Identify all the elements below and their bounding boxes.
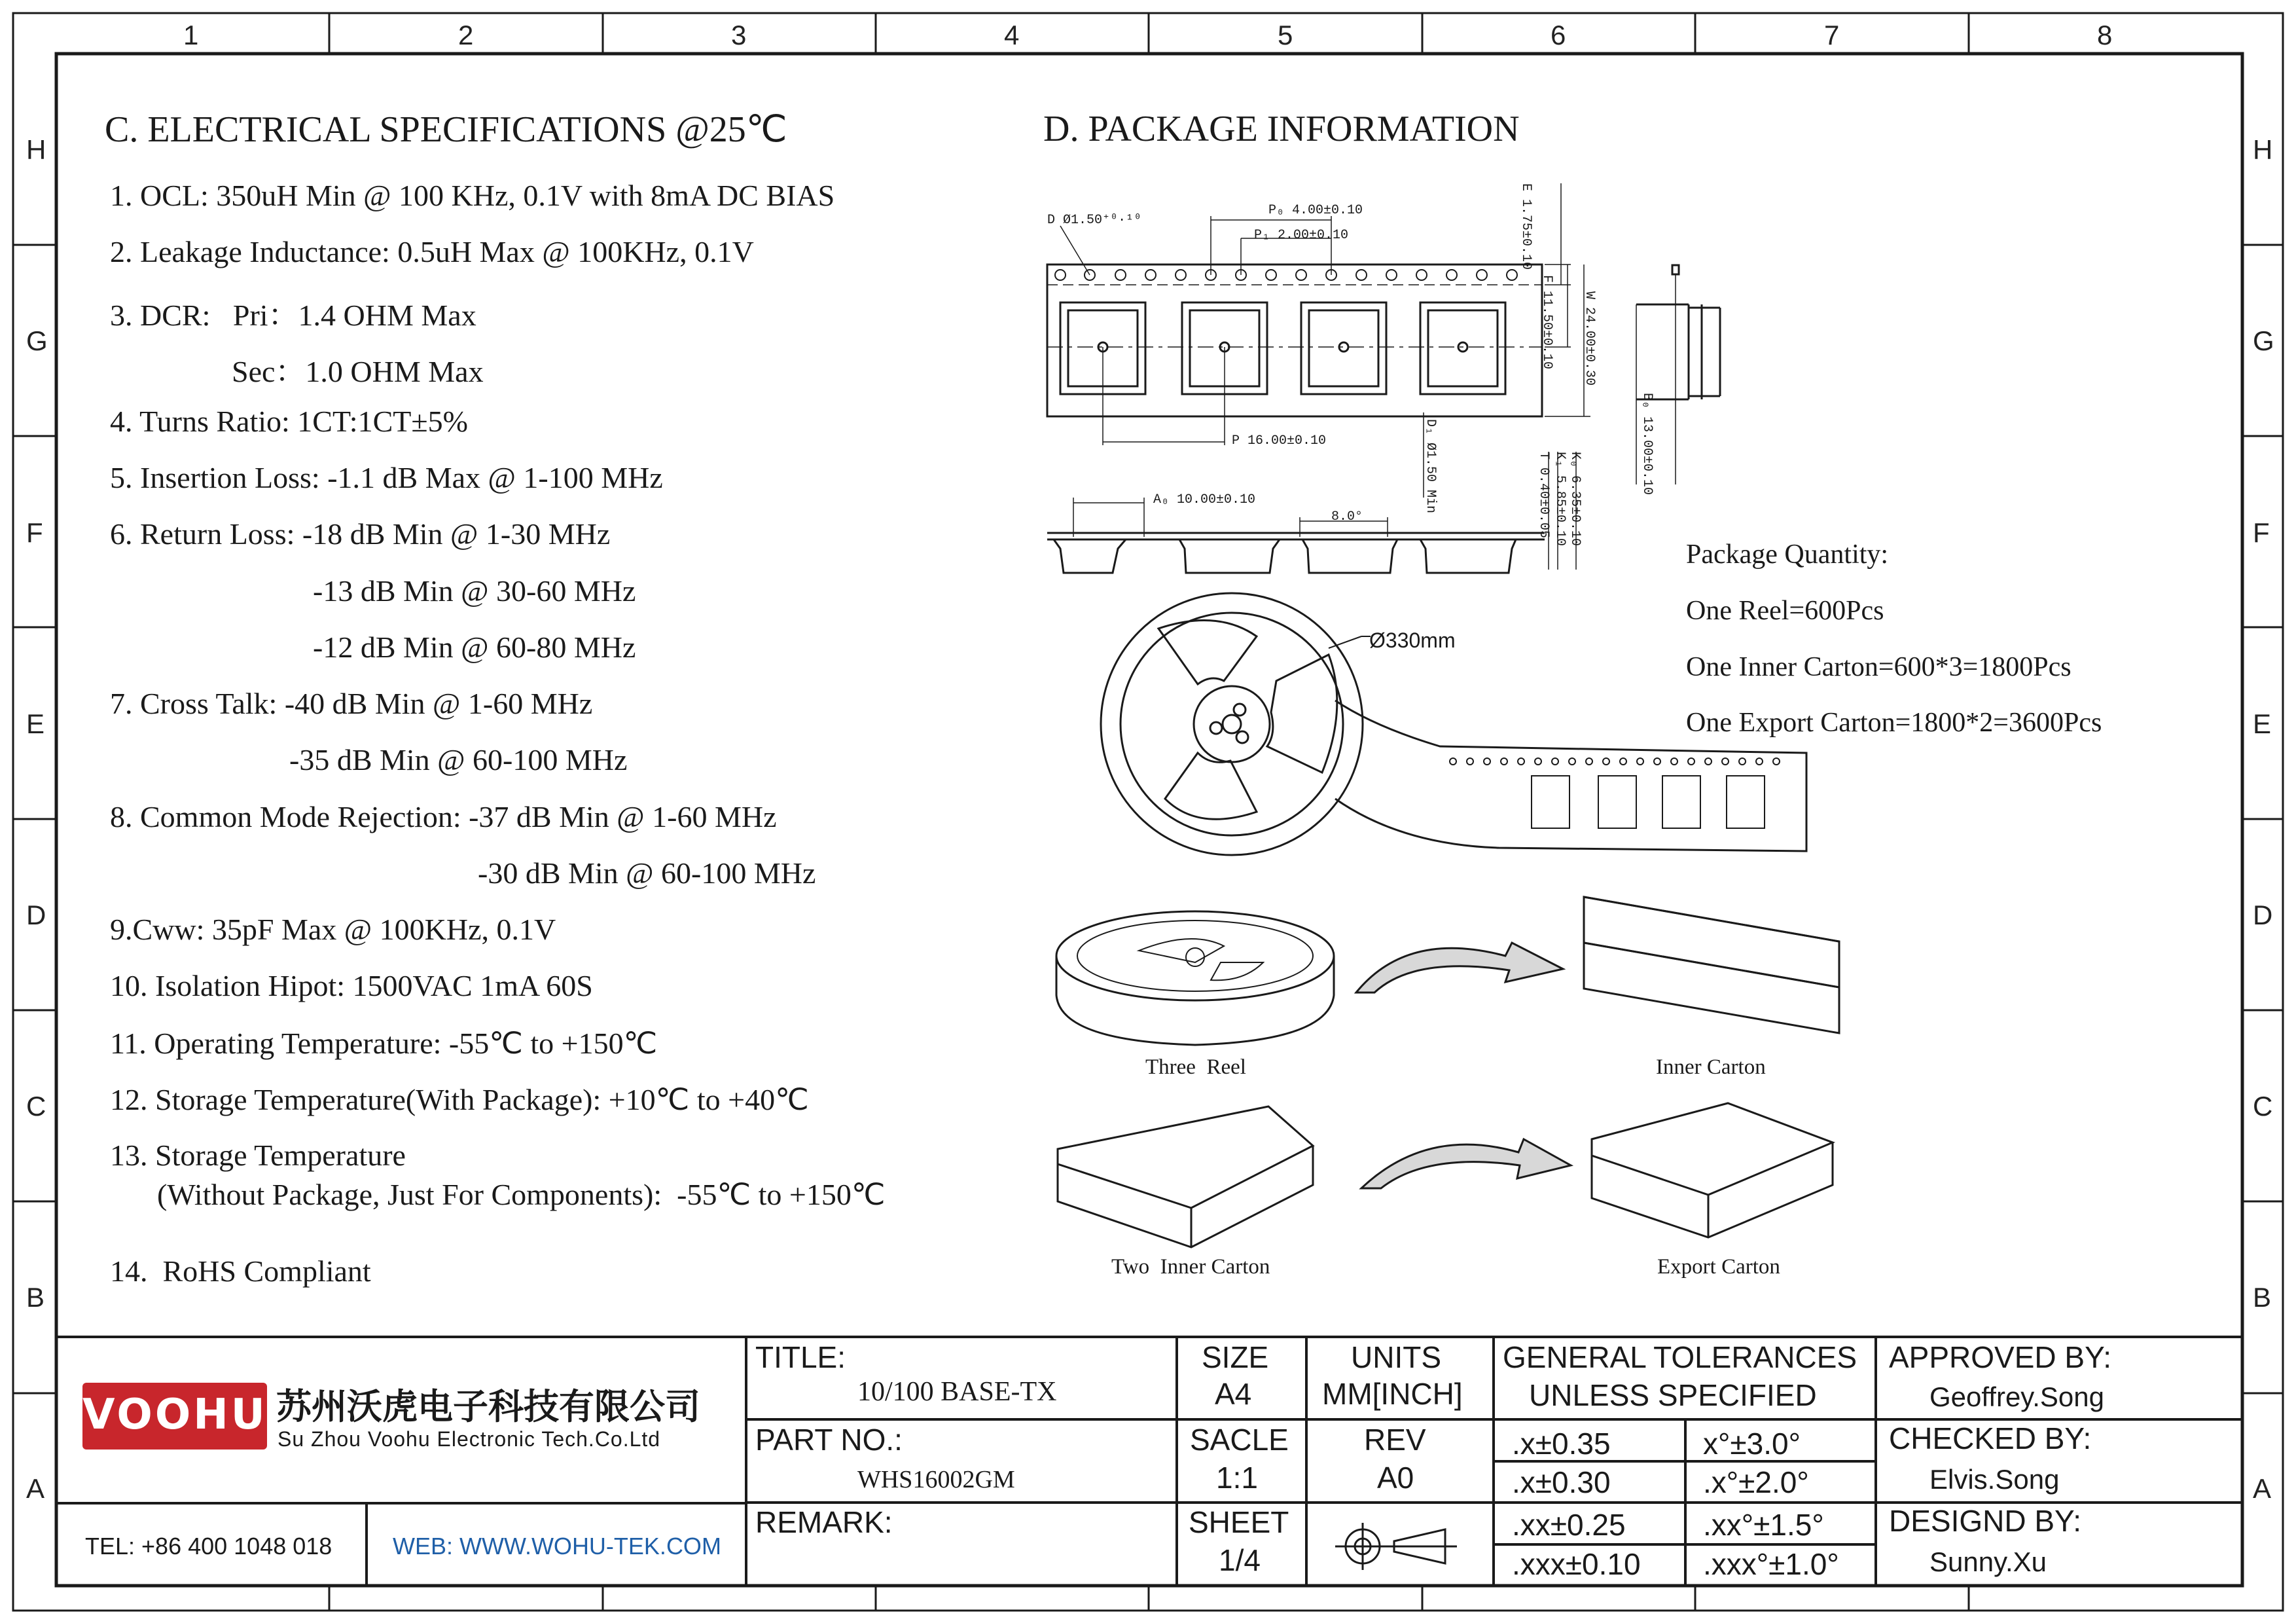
zone-column-8: 8 — [2097, 20, 2113, 50]
company-name-cn: 苏州沃虎电子科技有限公司 — [276, 1386, 700, 1427]
tolerance-angle-xxx: .xxx°±1.0° — [1703, 1547, 1839, 1581]
checked-by-value: Elvis.Song — [1929, 1464, 2060, 1495]
size-label: SIZE — [1202, 1340, 1269, 1374]
tolerance-xx: .xx±0.25 — [1512, 1508, 1626, 1542]
dim-e: E 1.75±0.10 — [1518, 183, 1534, 270]
spec-dcr-pri: 3. DCR: Pri：1.4 OHM Max — [110, 299, 476, 332]
spec-storage-temp-pkg: 12. Storage Temperature(With Package): +10℃ to +40℃ — [110, 1083, 809, 1116]
dim-k0: K₀ 6.35±0.10 — [1568, 452, 1583, 547]
size-value: A4 — [1215, 1377, 1252, 1411]
title-value: 10/100 BASE-TX — [857, 1377, 1057, 1407]
zone-column-5: 5 — [1278, 20, 1293, 50]
zone-column-6: 6 — [1551, 20, 1566, 50]
designed-by-value: Sunny.Xu — [1929, 1546, 2047, 1577]
company-tel: TEL: +86 400 1048 018 — [85, 1533, 332, 1559]
spec-storage-temp-nopkg: (Without Package, Just For Components): -55℃ to +150℃ — [157, 1178, 886, 1211]
dim-reel-diameter: Ø330mm — [1369, 629, 1456, 652]
spec-rohs: 14. RoHS Compliant — [110, 1254, 371, 1288]
tolerance-angle-x: x°±3.0° — [1703, 1427, 1801, 1461]
zone-row-c-left: C — [26, 1091, 46, 1122]
package-quantity-export: One Export Carton=1800*2=3600Pcs — [1686, 708, 2102, 738]
zone-row-a-left: A — [26, 1473, 45, 1504]
spec-cross-talk-2: -35 dB Min @ 60-100 MHz — [289, 743, 628, 776]
spec-leakage: 2. Leakage Inductance: 0.5uH Max @ 100KHz, 0.1V — [110, 235, 754, 268]
tolerance-angle-xx: .xx°±1.5° — [1703, 1508, 1824, 1542]
zone-row-f-left: F — [26, 517, 43, 548]
zone-row-d-left: D — [26, 900, 46, 930]
zone-row-e-right: E — [2253, 708, 2272, 739]
spec-cww: 9.Cww: 35pF Max @ 100KHz, 0.1V — [110, 913, 556, 946]
tolerance-angle-x1: .x°±2.0° — [1703, 1465, 1809, 1499]
package-quantity-title: Package Quantity: — [1686, 539, 1889, 570]
dim-f: F 11.50±0.10 — [1539, 275, 1554, 370]
part-no-value: WHS16002GM — [857, 1466, 1015, 1493]
package-quantity-reel: One Reel=600Pcs — [1686, 596, 1884, 626]
spec-insertion-loss: 5. Insertion Loss: -1.1 dB Max @ 1-100 MHz — [110, 461, 663, 494]
zone-row-b-right: B — [2253, 1282, 2272, 1313]
tolerance-x1: .x±0.30 — [1512, 1465, 1611, 1499]
checked-by-label: CHECKED BY: — [1889, 1421, 2092, 1455]
company-web: WEB: WWW.WOHU-TEK.COM — [393, 1533, 721, 1559]
dim-p1: P₁ 2.00±0.10 — [1254, 228, 1349, 243]
dim-angle: 8.0° — [1331, 509, 1363, 524]
rev-value: A0 — [1377, 1461, 1414, 1495]
company-name-en: Su Zhou Voohu Electronic Tech.Co.Ltd — [278, 1427, 661, 1451]
zone-column-2: 2 — [458, 20, 474, 50]
title-label: TITLE: — [755, 1340, 846, 1374]
zone-column-3: 3 — [731, 20, 747, 50]
designed-by-label: DESIGND BY: — [1889, 1504, 2081, 1538]
tolerance-x: .x±0.35 — [1512, 1427, 1611, 1461]
part-no-label: PART NO.: — [755, 1423, 903, 1457]
electrical-heading: C. ELECTRICAL SPECIFICATIONS @25℃ — [105, 109, 787, 150]
spec-return-loss: 6. Return Loss: -18 dB Min @ 1-30 MHz — [110, 517, 611, 551]
units-value: MM[INCH] — [1322, 1377, 1463, 1411]
tolerance-xxx: .xxx±0.10 — [1512, 1547, 1641, 1581]
dim-p0: P₀ 4.00±0.10 — [1268, 203, 1363, 218]
approved-by-label: APPROVED BY: — [1889, 1340, 2112, 1374]
spec-cmr-2: -30 dB Min @ 60-100 MHz — [478, 856, 816, 890]
projection-symbol — [1329, 1514, 1460, 1579]
spec-hipot: 10. Isolation Hipot: 1500VAC 1mA 60S — [110, 969, 593, 1002]
spec-operating-temp: 11. Operating Temperature: -55℃ to +150℃ — [110, 1027, 658, 1060]
approved-by-value: Geoffrey.Song — [1929, 1381, 2104, 1412]
zone-row-f-right: F — [2253, 517, 2270, 548]
spec-dcr-sec: Sec：1.0 OHM Max — [232, 355, 484, 388]
scale-value: 1:1 — [1216, 1461, 1258, 1495]
zone-row-g-right: G — [2253, 325, 2274, 356]
tolerances-heading-2: UNLESS SPECIFIED — [1529, 1378, 1817, 1412]
zone-column-4: 4 — [1004, 20, 1020, 50]
zone-column-1: 1 — [183, 20, 199, 50]
dim-w: W 24.00±0.30 — [1582, 291, 1597, 386]
rev-label: REV — [1364, 1423, 1426, 1457]
label-three-reel: Three Reel — [1145, 1055, 1246, 1079]
dim-k1: K₁ 5.85±0.10 — [1552, 452, 1568, 547]
dim-t: T 0.40±0.05 — [1536, 452, 1551, 539]
label-two-inner-carton: Two Inner Carton — [1111, 1255, 1270, 1279]
units-label: UNITS — [1351, 1340, 1441, 1374]
package-quantity-inner: One Inner Carton=600*3=1800Pcs — [1686, 652, 2072, 682]
dim-a0: A₀ 10.00±0.10 — [1153, 492, 1256, 507]
spec-return-loss-2: -13 dB Min @ 30-60 MHz — [313, 574, 636, 608]
zone-row-d-right: D — [2253, 900, 2273, 930]
scale-label: SACLE — [1190, 1423, 1289, 1457]
spec-ocl: 1. OCL: 350uH Min @ 100 KHz, 0.1V with 8mA DC BIAS — [110, 179, 835, 212]
label-inner-carton: Inner Carton — [1656, 1055, 1766, 1079]
spec-cross-talk: 7. Cross Talk: -40 dB Min @ 1-60 MHz — [110, 687, 593, 720]
spec-cmr: 8. Common Mode Rejection: -37 dB Min @ 1-60 MHz — [110, 800, 777, 833]
tolerances-heading-1: GENERAL TOLERANCES — [1503, 1340, 1857, 1374]
sheet-value: 1/4 — [1219, 1543, 1261, 1577]
zone-row-b-left: B — [26, 1282, 45, 1313]
zone-row-g-left: G — [26, 325, 48, 356]
dim-d1: D₁ Ø1.50 Min — [1423, 419, 1438, 514]
remark-label: REMARK: — [755, 1505, 893, 1539]
dim-d0: D Ø1.50⁺⁰·¹⁰ — [1047, 213, 1142, 228]
spec-return-loss-3: -12 dB Min @ 60-80 MHz — [313, 630, 636, 664]
label-export-carton: Export Carton — [1657, 1255, 1780, 1279]
zone-column-7: 7 — [1824, 20, 1840, 50]
zone-row-h-left: H — [26, 134, 46, 165]
company-logo — [82, 1383, 267, 1450]
dim-p: P 16.00±0.10 — [1232, 433, 1327, 448]
spec-storage-temp: 13. Storage Temperature — [110, 1139, 406, 1172]
zone-row-c-right: C — [2253, 1091, 2273, 1122]
zone-row-e-left: E — [26, 708, 45, 739]
logo-text: VOOHU — [82, 1391, 268, 1439]
sheet-label: SHEET — [1189, 1505, 1289, 1539]
zone-row-a-right: A — [2253, 1473, 2272, 1504]
zone-row-h-right: H — [2253, 134, 2273, 165]
dim-b0: B₀ 13.00±0.10 — [1640, 393, 1655, 496]
spec-turns-ratio: 4. Turns Ratio: 1CT:1CT±5% — [110, 405, 468, 438]
package-heading: D. PACKAGE INFORMATION — [1043, 109, 1520, 149]
